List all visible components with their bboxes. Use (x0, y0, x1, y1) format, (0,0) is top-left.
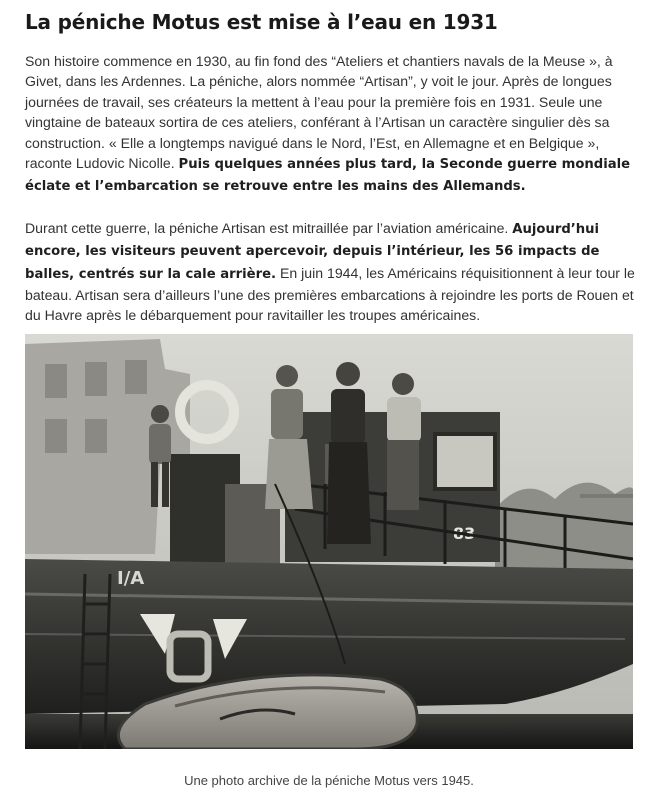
article-title: La péniche Motus est mise à l’eau en 1931 (25, 10, 498, 34)
paragraph-war-text-1: Durant cette guerre, la péniche Artisan est mitraillée par l’aviation américaine. (25, 219, 513, 236)
paragraph-history-text: Son histoire commence en 1930, au fin fond des “Ateliers et chantiers navals de la Meuse », à Givet, dans les Ardennes. La péniche, alors nommée “Artisan”, y voit le jour. Après de longues journées de travail, ses créateurs la mettent à l’eau pour la première fois en 1931. Seule une vingtaine de bateaux sortira de ces ateliers, conférant à l’Artisan un caractère singulier dès sa construction. « Elle a longtemps navigué dans le Nord, l’Est, en Allemagne et en Belgique », raconte Ludovic Nicolle. (25, 53, 613, 172)
photo-cabin-number: 83 (453, 524, 476, 543)
archive-photo-illustration (25, 334, 633, 749)
paragraph-war-bold: Aujourd’hui encore, les visiteurs peuvent apercevoir, depuis l’intérieur, les 56 impacts de balles, centrés sur la cale arrière. (25, 221, 600, 282)
paragraph-war-text-2: En juin 1944, les Américains réquisitionnent à leur tour le bateau. Artisan sera d’ailleurs l’une des premières embarcations à rejoindre les ports de Rouen et du Havre après le débarquement pour ravitailler les troupes américaines. (25, 264, 635, 324)
photo-caption: Une photo archive de la péniche Motus vers 1945. (184, 773, 474, 788)
paragraph-history (25, 51, 637, 198)
archive-photo (25, 334, 633, 749)
article (25, 0, 637, 326)
paragraph-war (25, 218, 637, 326)
paragraph-history-bold: Puis quelques années plus tard, la Seconde guerre mondiale éclate et l’embarcation se retrouve entre les mains des Allemands. (25, 157, 631, 195)
photo-hull-marking: I/A (117, 568, 145, 589)
photo-bridge (580, 494, 633, 498)
